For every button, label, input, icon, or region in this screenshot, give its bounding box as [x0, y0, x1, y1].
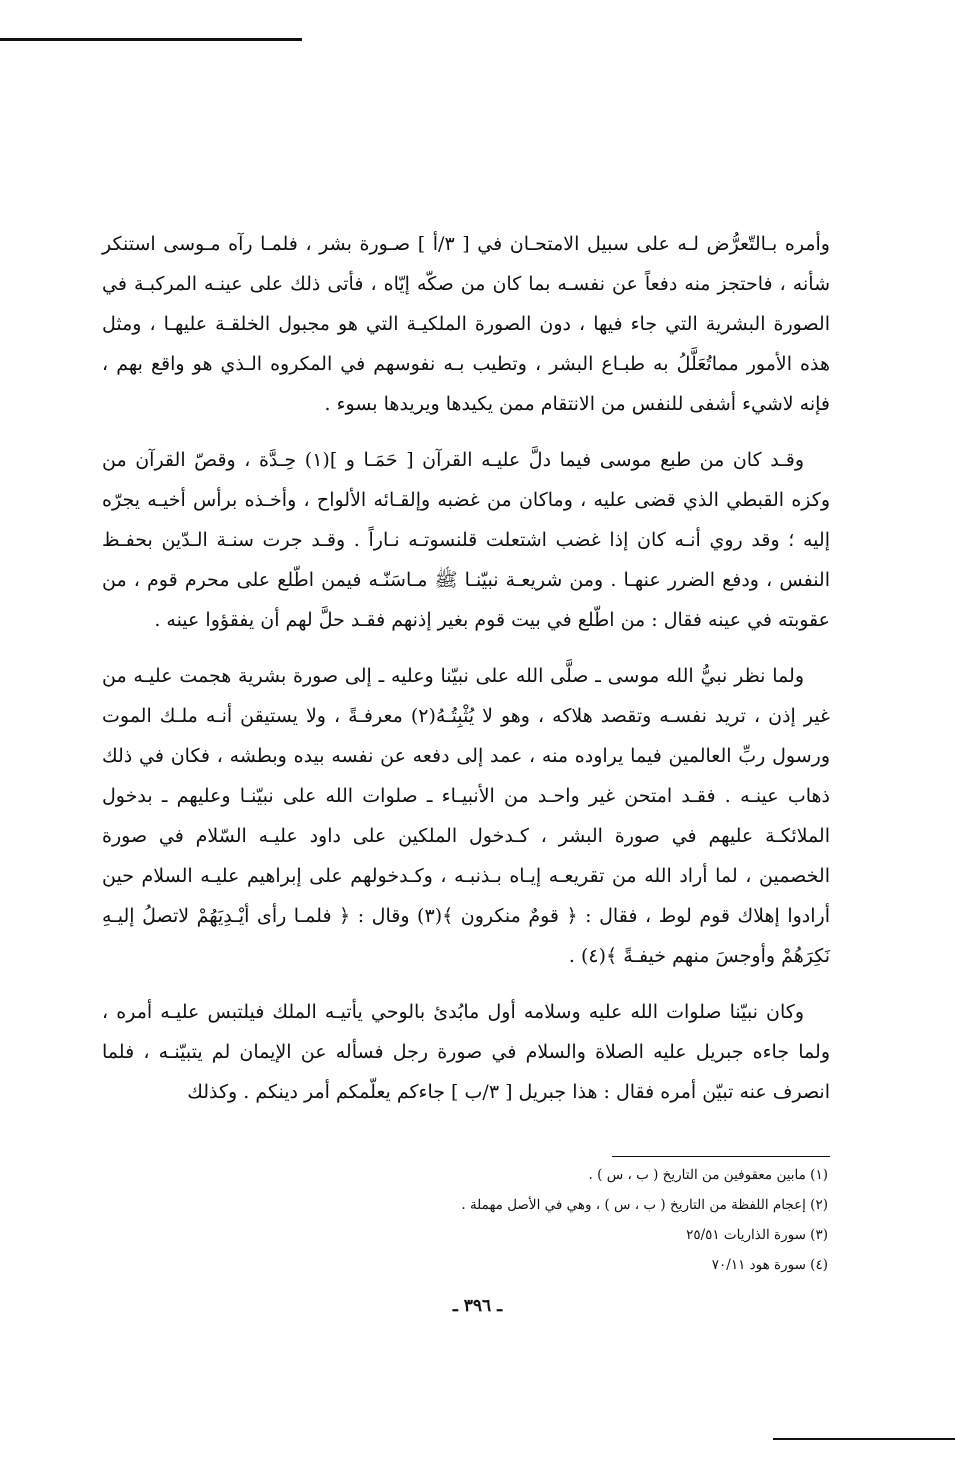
footnote-4: (٤) سورة هود ٧٠/١١: [711, 1257, 828, 1273]
top-rule: [0, 38, 302, 41]
footnote-1: (١) مابين معقوفين من التاريخ ( ب ، س ) .: [588, 1167, 828, 1183]
body-text: [102, 224, 830, 1128]
paragraph-2: وقـد كان من طبع موسى فيما دلَّ عليـه القرآن [ حَمَـا و ](١) حِـدَّة ، وقصّ القرآن من وكزه القبطي الذي قضى عليه ، وماكان من غضبه وإلقـائه الألواح ، وأخـذه برأس أخيـه يجرّه إليه ؛ وقد روي أنـه كان إذا غضب اشتعلت قلنسوتـه نـاراً . وقـد جرت سنـة الـدّين بحفـظ النفس ، ودفع الضرر عنهـا . ومن شريعـة نبيّنـا ﷺ مـاسَنّـه فيمن اطّلع على محرم قوم ، من عقوبته في عينه فقال : من اطّلع في بيت قوم بغير إذنهم فقـد حلَّ لهم أن يفقؤوا عينه .: [102, 449, 830, 631]
page-number: ـ ٣٩٦ ـ: [452, 1296, 503, 1316]
footnotes: [102, 1160, 830, 1280]
footnote-separator: [612, 1156, 830, 1157]
paragraph-4: وكان نبيّنا صلوات الله عليه وسلامه أول مابُدئ بالوحي يأتيـه الملك فيلتبس عليـه أمره ، ولما جاءه جبريل عليه الصلاة والسلام في صورة رجل فسأله عن الإيمان لم يتبيّنـه ، فلما انصرف عنه تبيّن أمره فقال : هذا جبريل [ ٣/ب ] جاءكم يعلّمكم أمر دينكم . وكذلك: [102, 1001, 830, 1103]
paragraph-1: وأمره بـالتّعرُّض لـه على سبيل الامتحـان في [ ٣/أ ] صـورة بشر ، فلمـا رآه مـوسى استنكر شأنه ، فاحتجز منه دفعاً عن نفسـه بما كان من صكّه إيّاه ، فأتى ذلك على عينـه المركبـة في الصورة البشرية التي جاء فيها ، دون الصورة الملكيـة التي هو مجبول الخلقـة عليهـا ، ومثل هذه الأمور مماتُعَلَّلُ به طبـاع البشر ، وتطيب بـه نفوسهم في المكروه الـذي هو واقع بهم ، فإنه لاشيء أشفى للنفس من الانتقام ممن يكيدها ويريدها بسوء .: [102, 233, 830, 415]
footnote-3: (٣) سورة الذاريات ٢٥/٥١: [686, 1227, 828, 1243]
bottom-rule: [773, 1438, 955, 1440]
paragraph-3: ولما نظر نبيُّ الله موسى ـ صلَّى الله على نبيّنا وعليه ـ إلى صورة بشرية هجمت عليـه من غير إذن ، تريد نفسـه وتقصد هلاكه ، وهو لا يُثْبِتُـهُ(٢) معرفـةً ، ولا يستيقن أنـه ملـك الموت ورسول ربِّ العالمين فيما يراوده منه ، عمد إلى دفعه عن نفسه بيده وبطشه ، فكان في ذلك ذهاب عينـه . فقـد امتحن غير واحـد من الأنبيـاء ـ صلوات الله على نبيّنـا وعليهم ـ بدخول الملائكـة عليهم في صورة البشر ، كـدخول الملكين على داود عليـه السّلام في صورة الخصمين ، لما أراد الله من تقريعـه إيـاه بـذنبـه ، وكـدخولهم على إبراهيم عليـه السلام حين أرادوا إهلاك قوم لوط ، فقال : ﴿ قومٌ منكرون ﴾(٣) وقال : ﴿ فلمـا رأى أيْـدِيَهُمْ لاتصلُ إليـهِ نَكِرَهُمْ وأوجسَ منهم خيفـةً ﴾(٤) .: [102, 665, 830, 967]
footnote-2: (٢) إعجام اللفظة من التاريخ ( ب ، س ) ، وهي في الأصل مهملة .: [461, 1197, 828, 1213]
